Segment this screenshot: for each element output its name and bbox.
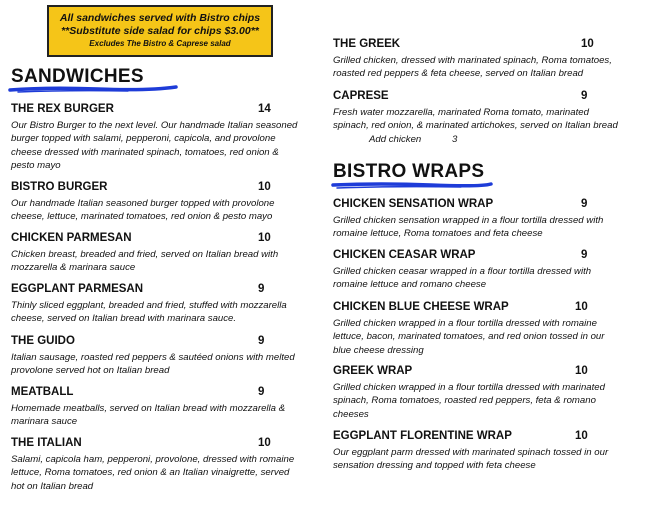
- item-description: Salami, capicola ham, pepperoni, provolone, dressed with romaine lettuce, Roma tomatoes, red onion & an Italian vinaigrette, served hot on Italian bread: [11, 454, 295, 492]
- item-price: 10: [575, 301, 588, 313]
- item-description-text: Fresh water mozzarella, marinated Roma tomato, marinated spinach, red onion, & marinated artichokes, served on Italian bread: [333, 107, 618, 132]
- item-price: 10: [258, 232, 271, 244]
- item-description: Our eggplant parm dressed with marinated spinach tossed in our sensation dressing and topped with feta cheese: [333, 447, 609, 472]
- add-chicken-price: 3: [451, 133, 458, 145]
- menu-item: [11, 232, 299, 275]
- menu-item: [11, 335, 299, 378]
- item-name: THE REX BURGER: [11, 103, 114, 115]
- item-name: MEATBALL: [11, 386, 74, 398]
- wraps-title: BISTRO WRAPS: [333, 161, 485, 182]
- sandwiches-underline: [8, 84, 178, 94]
- menu-item: [333, 430, 618, 473]
- add-chicken-label: Add chicken: [369, 133, 422, 145]
- item-name: CAPRESE: [333, 90, 389, 102]
- item-name: CHICKEN PARMESAN: [11, 232, 132, 244]
- menu-item: [11, 283, 299, 326]
- item-price: 10: [258, 181, 271, 193]
- item-price: 9: [258, 386, 265, 398]
- item-price: 10: [575, 365, 588, 377]
- item-price: 10: [581, 38, 594, 50]
- item-description: Grilled chicken, dressed with marinated spinach, Roma tomatoes, roasted red peppers & feta cheese, served on Italian bread: [333, 55, 612, 80]
- item-name: BISTRO BURGER: [11, 181, 108, 193]
- item-price: 9: [581, 198, 588, 210]
- item-description: Grilled chicken wrapped in a flour tortilla dressed with marinated spinach, Roma tomatoes, roasted red peppers, feta & romano cheeses: [333, 382, 605, 420]
- item-price: 14: [258, 103, 271, 115]
- item-name: EGGPLANT FLORENTINE WRAP: [333, 430, 512, 442]
- menu-item: [11, 103, 299, 173]
- chips-notice: [47, 5, 273, 57]
- item-description: Thinly sliced eggplant, breaded and fried, stuffed with mozzarella cheese, served on Italian bread with marinara sauce.: [11, 300, 287, 325]
- item-price: 9: [581, 249, 588, 261]
- notice-line-3: Excludes The Bistro & Caprese salad: [89, 39, 231, 48]
- menu-item: [333, 90, 618, 146]
- sandwiches-title: SANDWICHES: [11, 66, 144, 87]
- item-price: 10: [575, 430, 588, 442]
- item-name: CHICKEN CEASAR WRAP: [333, 249, 476, 261]
- menu-item: [11, 437, 299, 493]
- wraps-underline: [331, 180, 493, 190]
- item-price: 9: [258, 283, 265, 295]
- item-description: Our Bistro Burger to the next level. Our handmade Italian seasoned burger topped with salami, pepperoni, capicola, and provolone cheese dressed with marinated spinach, tomatoes, red onion & pesto mayo: [11, 120, 298, 172]
- item-name: EGGPLANT PARMESAN: [11, 283, 144, 295]
- item-description: Homemade meatballs, served on Italian bread with mozzarella & marinara sauce: [11, 403, 286, 428]
- notice-line-1: All sandwiches served with Bistro chips: [59, 12, 261, 24]
- item-description: Our handmade Italian seasoned burger topped with provolone cheese, lettuce, marinated tomatoes, red onion & pesto mayo: [11, 198, 275, 223]
- item-description: Grilled chicken wrapped in a flour tortilla dressed with romaine lettuce, bacon, marinated tomatoes, and red onion tossed in our blue cheese dressing: [333, 318, 605, 356]
- menu-item: [11, 386, 299, 429]
- menu-item: [11, 181, 299, 224]
- notice-line-2: **Substitute side salad for chips $3.00**: [61, 25, 259, 37]
- menu-item: [333, 198, 618, 241]
- item-name: THE GREEK: [333, 38, 401, 50]
- menu-item: [333, 249, 618, 292]
- item-price: 10: [258, 437, 271, 449]
- item-description: Grilled chicken sensation wrapped in a flour tortilla dressed with romaine lettuce, Roma tomatoes and feta cheese: [333, 215, 604, 240]
- item-price: 9: [581, 90, 588, 102]
- item-description: Italian sausage, roasted red peppers & sautéed onions with melted provolone served hot on Italian bread: [11, 352, 295, 377]
- menu-item: [333, 365, 618, 421]
- item-name: GREEK WRAP: [333, 365, 413, 377]
- item-price: 9: [258, 335, 265, 347]
- menu-item: [333, 301, 618, 357]
- item-name: CHICKEN SENSATION WRAP: [333, 198, 494, 210]
- menu-item: [333, 38, 618, 81]
- item-description: Grilled chicken ceasar wrapped in a flour tortilla dressed with romaine lettuce and romano cheese: [333, 266, 592, 291]
- item-name: CHICKEN BLUE CHEESE WRAP: [333, 301, 509, 313]
- item-name: THE ITALIAN: [11, 437, 82, 449]
- item-name: THE GUIDO: [11, 335, 75, 347]
- item-description: Chicken breast, breaded and fried, served on Italian bread with mozzarella & marinara sauce: [11, 249, 279, 274]
- item-description: [333, 106, 618, 146]
